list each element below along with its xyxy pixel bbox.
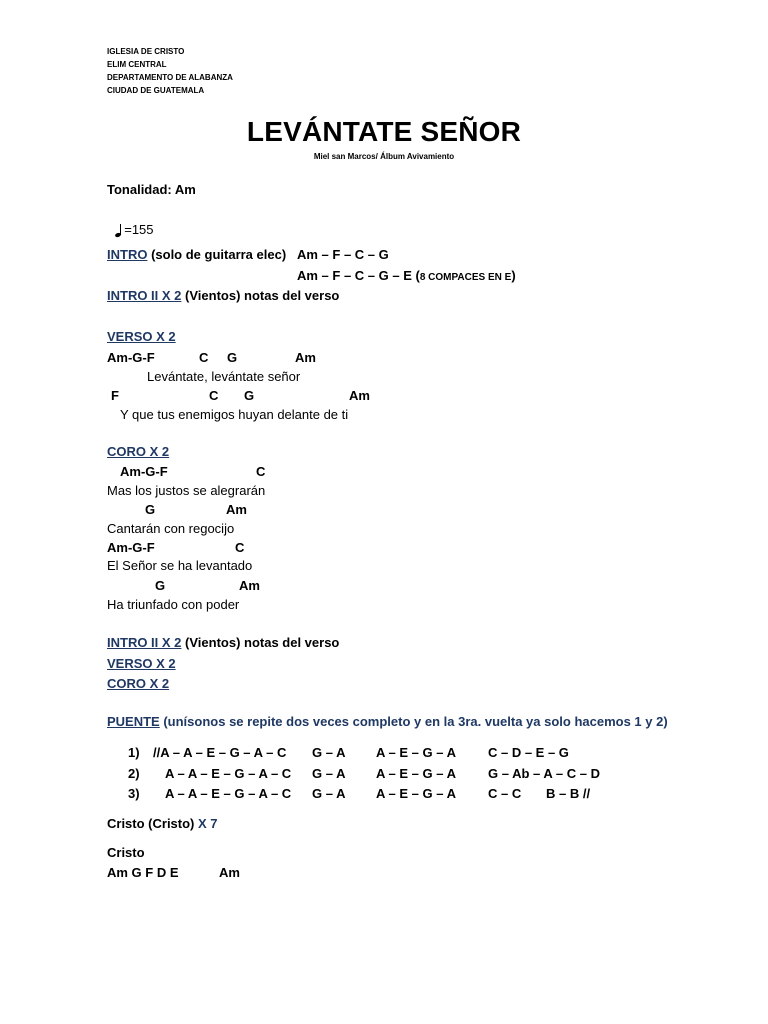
tempo-value: =155 — [124, 222, 154, 237]
song-subtitle: Miel san Marcos/ Álbum Avivamiento — [313, 152, 455, 161]
repeat-coro-label: CORO X 2 — [107, 676, 170, 691]
puente-cell: //A – A – E – G – A – C — [153, 745, 287, 760]
chord: C — [209, 388, 219, 403]
lyric-line: Levántate, levántate señor — [147, 369, 301, 384]
intro-chords-2-end: ) — [511, 268, 516, 283]
repeat-intro2-label: INTRO II X 2 — [107, 635, 182, 650]
chord: G — [227, 350, 238, 365]
key-label: Tonalidad: Am — [107, 182, 196, 197]
chord: G — [244, 388, 255, 403]
puente-cell: A – A – E – G – A – C — [165, 786, 292, 801]
puente-cell: A – E – G – A — [376, 766, 456, 781]
chord: Am-G-F — [107, 540, 155, 555]
lyric-line: Y que tus enemigos huyan delante de ti — [120, 407, 349, 422]
org-line-2: ELIM CENTRAL — [107, 60, 167, 69]
chord: C — [235, 540, 245, 555]
puente-cell: A – E – G – A — [376, 745, 456, 760]
puente-cell: G – A — [312, 745, 346, 760]
org-line-3: DEPARTAMENTO DE ALABANZA — [107, 73, 233, 82]
quarter-note-icon — [114, 224, 124, 238]
intro-chords-1: Am – F – C – G — [297, 247, 389, 262]
chord: Am-G-F — [107, 350, 155, 365]
puente-cell: G – A — [312, 786, 346, 801]
song-title: LEVÁNTATE SEÑOR — [246, 116, 522, 147]
org-line-4: CIUDAD DE GUATEMALA — [107, 86, 205, 95]
chord: Am — [295, 350, 316, 365]
intro-line — [107, 247, 286, 262]
repeat-intro2-line — [107, 635, 339, 650]
lyric-line: Cantarán con regocijo — [107, 521, 235, 536]
intro-desc: (solo de guitarra elec) — [147, 247, 287, 262]
chord: G — [155, 578, 166, 593]
chord: G — [145, 502, 156, 517]
puente-desc: (unísonos se repite dos veces completo y en la 3ra. vuelta ya solo hacemos 1 y 2) — [159, 714, 668, 729]
cristo-repeat-line — [107, 816, 218, 831]
intro-chords-2-note: 8 COMPACES EN E — [419, 272, 512, 283]
puente-row-num: 2) — [128, 766, 140, 781]
puente-cell: C – D – E – G — [488, 745, 569, 760]
puente-cell: C – C — [488, 786, 522, 801]
repeat-intro2-desc: (Vientos) notas del verso — [181, 635, 340, 650]
cristo-label: Cristo (Cristo) — [107, 816, 195, 831]
puente-row-num: 1) — [128, 745, 140, 760]
puente-cell: G – Ab – A – C – D — [488, 766, 600, 781]
chord: Am — [349, 388, 370, 403]
coro-label: CORO X 2 — [107, 444, 170, 459]
lyric-line: El Señor se ha levantado — [107, 558, 253, 573]
puente-line — [107, 714, 668, 729]
cristo-line: Cristo — [107, 845, 145, 860]
cristo-repeat-count: X 7 — [194, 816, 218, 831]
intro2-line — [107, 288, 339, 303]
chord: F — [111, 388, 119, 403]
chord: Am — [226, 502, 247, 517]
intro2-label: INTRO II X 2 — [107, 288, 182, 303]
puente-cell: A – E – G – A — [376, 786, 456, 801]
intro-chords-2 — [297, 268, 516, 283]
puente-label: PUENTE — [107, 714, 160, 729]
puente-cell: G – A — [312, 766, 346, 781]
chord: C — [256, 464, 266, 479]
puente-cell: A – A – E – G – A – C — [165, 766, 292, 781]
verso-label: VERSO X 2 — [107, 329, 176, 344]
lyric-line: Mas los justos se alegrarán — [107, 483, 266, 498]
lyric-line: Ha triunfado con poder — [107, 597, 240, 612]
puente-row-num: 3) — [128, 786, 140, 801]
org-line-1: IGLESIA DE CRISTO — [107, 47, 185, 56]
final-chords: Am G F D E — [107, 865, 179, 880]
repeat-verso-label: VERSO X 2 — [107, 656, 176, 671]
chord: Am-G-F — [120, 464, 168, 479]
intro-chords-2-text: Am – F – C – G – E ( — [297, 268, 420, 283]
intro2-desc: (Vientos) notas del verso — [181, 288, 340, 303]
puente-cell: B – B // — [546, 786, 591, 801]
intro-label: INTRO — [107, 247, 148, 262]
chord: Am — [239, 578, 260, 593]
chord: C — [199, 350, 209, 365]
tempo-line — [107, 207, 154, 238]
final-chord-am: Am — [219, 865, 240, 880]
